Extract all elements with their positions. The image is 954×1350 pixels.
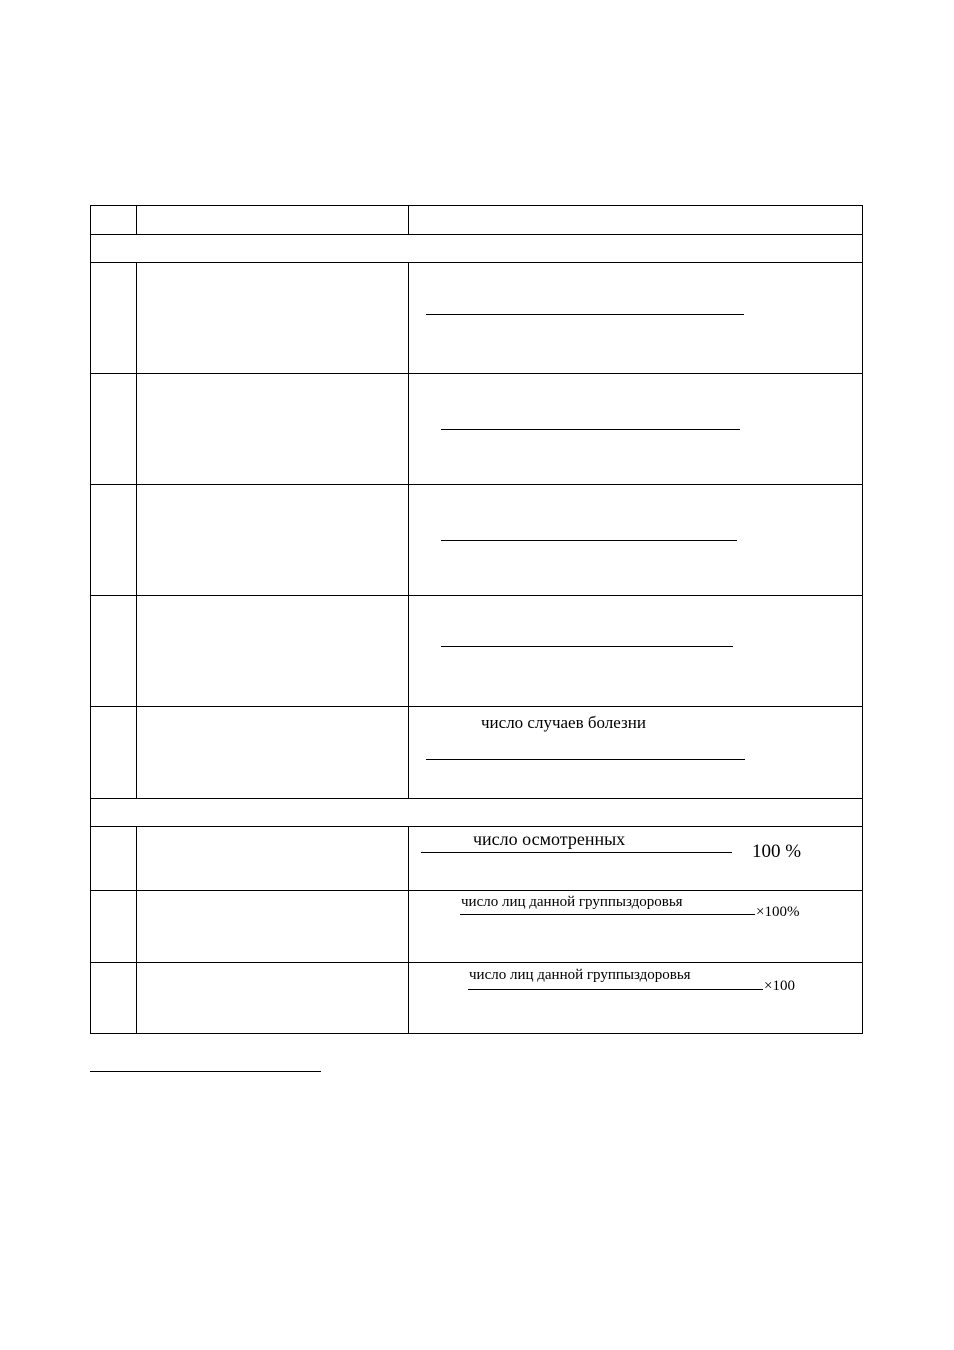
formula-fraction-bar (441, 429, 740, 430)
formula-fraction-bar (441, 646, 733, 647)
formula-fraction-bar (468, 989, 763, 990)
row-divider (90, 484, 863, 485)
column-divider-1 (136, 262, 137, 798)
row-divider (90, 706, 863, 707)
formula-multiplier: ×100% (756, 904, 800, 920)
formula-multiplier: ×100 (764, 978, 795, 994)
formula-numerator: число лиц данной группыздоровья (469, 967, 691, 983)
column-divider-2 (408, 205, 409, 234)
formula-numerator: число случаев болезни (481, 713, 646, 732)
row-divider (90, 373, 863, 374)
column-divider-1 (136, 826, 137, 1034)
formula-numerator: число осмотренных (473, 829, 626, 849)
formula-numerator: число лиц данной группыздоровья (461, 894, 683, 910)
row-divider (90, 962, 863, 963)
column-divider-2 (408, 262, 409, 798)
row-divider (90, 234, 863, 235)
footnote-separator (90, 1071, 321, 1072)
formula-multiplier: 100 % (752, 841, 802, 862)
formula-fraction-bar (426, 759, 745, 760)
formula-fraction-bar (421, 852, 732, 853)
formula-fraction-bar (426, 314, 744, 315)
column-divider-2 (408, 826, 409, 1034)
formula-fraction-bar (441, 540, 737, 541)
formula-fraction-bar (460, 914, 755, 915)
row-divider (90, 262, 863, 263)
row-divider (90, 798, 863, 799)
row-divider (90, 890, 863, 891)
row-divider (90, 595, 863, 596)
column-divider-1 (136, 205, 137, 234)
row-divider (90, 826, 863, 827)
